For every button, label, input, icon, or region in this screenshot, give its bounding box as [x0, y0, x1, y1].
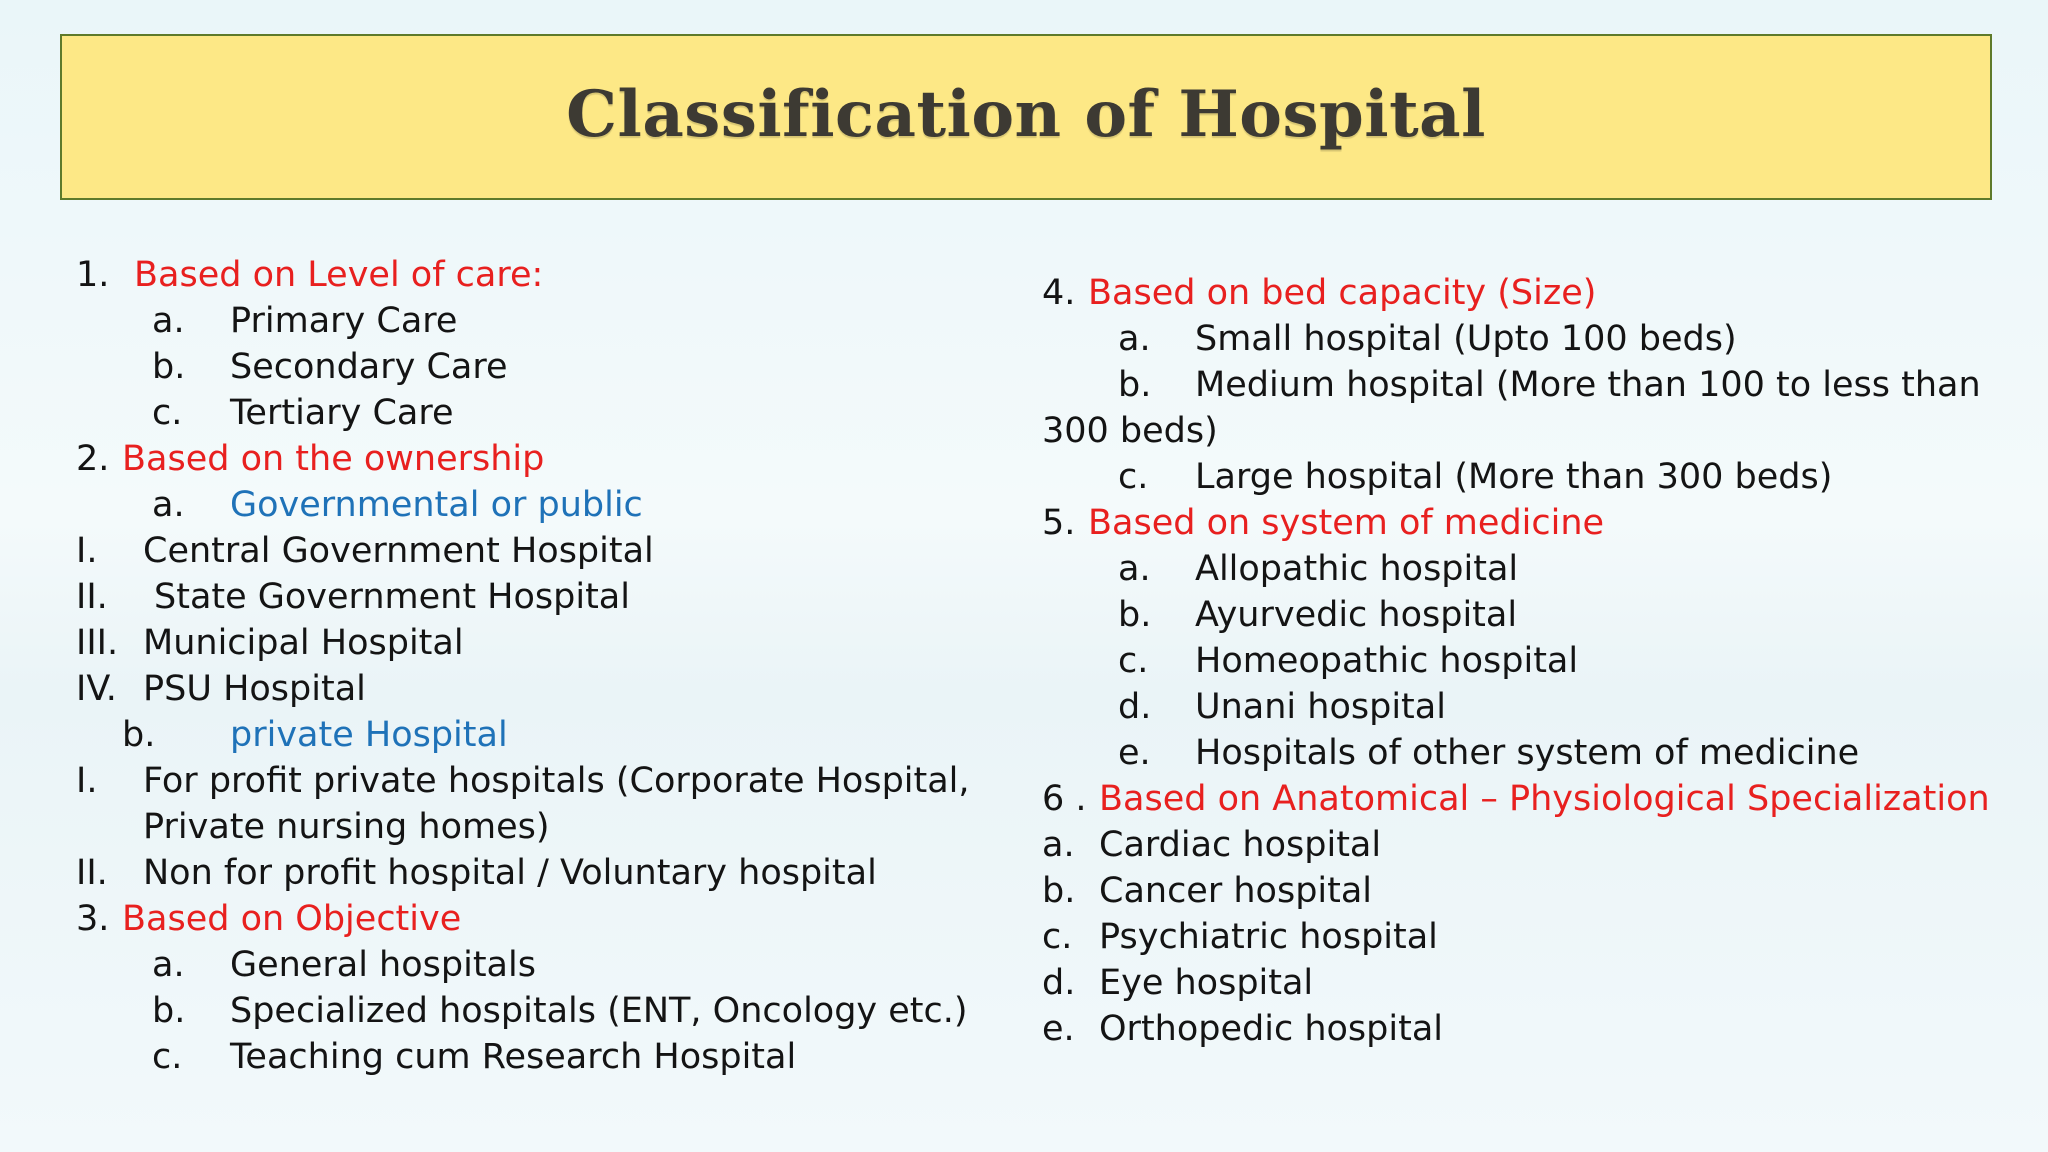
- list-item: Orthopedic hospital: [1099, 1009, 1443, 1049]
- list-item: PSU Hospital: [143, 669, 366, 709]
- section-heading: Based on the ownership: [122, 439, 545, 479]
- list-item: Tertiary Care: [230, 393, 454, 433]
- list-item: General hospitals: [230, 945, 536, 985]
- list-marker: a.: [1118, 319, 1151, 359]
- list-marker: a.: [152, 485, 185, 525]
- list-marker: a.: [1042, 825, 1075, 865]
- list-marker: a.: [1118, 549, 1151, 589]
- section-number: 2.: [76, 439, 110, 479]
- list-marker: e.: [1042, 1009, 1075, 1049]
- list-item: Municipal Hospital: [143, 623, 464, 663]
- list-item: For profit private hospitals (Corporate Hospital,: [143, 761, 970, 801]
- list-marker: b.: [1118, 365, 1152, 405]
- list-marker: I.: [76, 531, 98, 571]
- list-marker: e.: [1118, 733, 1151, 773]
- list-item: Non for profit hospital / Voluntary hospital: [143, 853, 877, 893]
- list-marker: c.: [1118, 641, 1149, 681]
- list-item: Cardiac hospital: [1099, 825, 1382, 865]
- list-item: Small hospital (Upto 100 beds): [1195, 319, 1737, 359]
- section-number: 5.: [1042, 503, 1076, 543]
- section-number: 3.: [76, 899, 110, 939]
- list-marker: IV.: [76, 669, 117, 709]
- list-marker: II.: [76, 577, 108, 617]
- title-banner: [60, 34, 1992, 200]
- list-marker: b.: [122, 715, 156, 755]
- list-item: Homeopathic hospital: [1195, 641, 1579, 681]
- list-item: State Government Hospital: [154, 577, 630, 617]
- section-number: 6 .: [1042, 779, 1087, 819]
- list-marker: c.: [152, 393, 183, 433]
- list-marker: a.: [152, 945, 185, 985]
- list-marker: III.: [76, 623, 119, 663]
- list-item: Central Government Hospital: [143, 531, 654, 571]
- list-item: Specialized hospitals (ENT, Oncology etc.): [230, 991, 968, 1031]
- list-marker: b.: [152, 347, 186, 387]
- subsection-heading: Governmental or public: [230, 485, 643, 525]
- section-heading: Based on system of medicine: [1088, 503, 1605, 543]
- list-item: Unani hospital: [1195, 687, 1446, 727]
- section-heading: Based on Level of care:: [134, 255, 544, 295]
- list-marker: c.: [1118, 457, 1149, 497]
- list-marker: a.: [152, 301, 185, 341]
- list-item: Teaching cum Research Hospital: [230, 1037, 797, 1077]
- list-marker: c.: [152, 1037, 183, 1077]
- list-item: Large hospital (More than 300 beds): [1195, 457, 1833, 497]
- list-item: Cancer hospital: [1099, 871, 1373, 911]
- list-marker: b.: [1042, 871, 1076, 911]
- list-marker: b.: [1118, 595, 1152, 635]
- section-number: 4.: [1042, 273, 1076, 313]
- list-item: Eye hospital: [1099, 963, 1314, 1003]
- list-item-continuation: Private nursing homes): [143, 807, 550, 847]
- list-item: Medium hospital (More than 100 to less than: [1195, 365, 1981, 405]
- list-item: Ayurvedic hospital: [1195, 595, 1518, 635]
- list-item: Secondary Care: [230, 347, 508, 387]
- list-marker: b.: [152, 991, 186, 1031]
- list-item: Psychiatric hospital: [1099, 917, 1438, 957]
- slide-title: Classification of Hospital: [566, 76, 1486, 152]
- section-heading: Based on Objective: [122, 899, 462, 939]
- list-item-continuation: 300 beds): [1042, 411, 1218, 451]
- list-marker: I.: [76, 761, 98, 801]
- list-marker: d.: [1042, 963, 1076, 1003]
- list-item: Hospitals of other system of medicine: [1195, 733, 1860, 773]
- section-heading: Based on Anatomical – Physiological Specialization: [1099, 779, 1990, 819]
- list-marker: d.: [1118, 687, 1152, 727]
- list-marker: c.: [1042, 917, 1073, 957]
- subsection-heading: private Hospital: [230, 715, 508, 755]
- list-item: Allopathic hospital: [1195, 549, 1519, 589]
- list-item: Primary Care: [230, 301, 458, 341]
- section-heading: Based on bed capacity (Size): [1088, 273, 1597, 313]
- section-number: 1.: [76, 255, 110, 295]
- list-marker: II.: [76, 853, 108, 893]
